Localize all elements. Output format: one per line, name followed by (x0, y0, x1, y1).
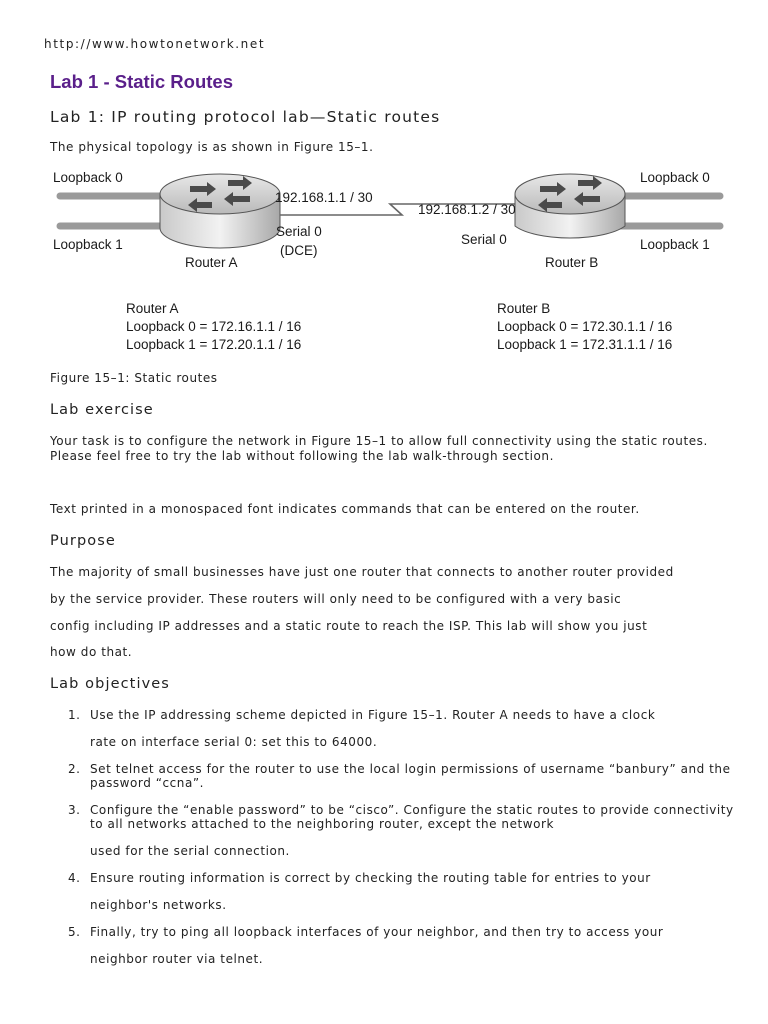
objective-1-number: 1. (68, 708, 81, 722)
serial-b-label: Serial 0 (461, 232, 507, 247)
loopback0-b-label: Loopback 0 (640, 170, 710, 185)
ip-b-label: 192.168.1.2 / 30 (418, 202, 516, 217)
purpose-heading: Purpose (50, 533, 116, 549)
router-a-info-loopback0: Loopback 0 = 172.16.1.1 / 16 (126, 319, 302, 334)
network-topology-diagram (40, 160, 740, 360)
loopback1-a-label: Loopback 1 (53, 237, 123, 252)
lab-exercise-line-2: Please feel free to try the lab without following the lab walk-through section. (50, 449, 554, 463)
router-b-info-loopback0: Loopback 0 = 172.30.1.1 / 16 (497, 319, 673, 334)
serial-a-label: Serial 0 (276, 224, 322, 239)
lab-exercise-line-1: Your task is to configure the network in Figure 15–1 to allow full connectivity using the static routes. (50, 434, 708, 448)
dce-label: (DCE) (280, 243, 318, 258)
router-b-label: Router B (545, 255, 599, 270)
purpose-line-1: The majority of small businesses have just one router that connects to another router provided (50, 565, 674, 579)
router-a-info-loopback1: Loopback 1 = 172.20.1.1 / 16 (126, 337, 302, 352)
purpose-line-2: by the service provider. These routers will only need to be configured with a very basic (50, 592, 622, 606)
page-title: Lab 1 - Static Routes (50, 71, 233, 92)
router-b-info-title: Router B (497, 301, 551, 316)
purpose-line-4: how do that. (50, 645, 133, 659)
header-url: http://www.howtonetwork.net (44, 37, 266, 51)
purpose-line-3: config including IP addresses and a static route to reach the ISP. This lab will show you just (50, 619, 648, 633)
lab-exercise-heading: Lab exercise (50, 402, 154, 418)
router-a-icon (160, 174, 280, 248)
ip-a-label: 192.168.1.1 / 30 (275, 190, 373, 205)
objective-2-line-1: Set telnet access for the router to use the local login permissions of username “banbury” and the (90, 762, 731, 776)
objective-3-line-2: to all networks attached to the neighboring router, except the network (90, 817, 554, 831)
objectives-heading: Lab objectives (50, 676, 170, 692)
loopback1-b-label: Loopback 1 (640, 237, 710, 252)
objective-3-line-3: used for the serial connection. (90, 844, 290, 858)
loopback0-a-label: Loopback 0 (53, 170, 123, 185)
objective-2-number: 2. (68, 762, 81, 776)
objective-4-line-2: neighbor's networks. (90, 898, 227, 912)
router-a-info-title: Router A (126, 301, 179, 316)
objective-4-number: 4. (68, 871, 81, 885)
intro-text: The physical topology is as shown in Figure 15–1. (50, 140, 374, 154)
objective-2-line-2: password “ccna”. (90, 776, 204, 790)
router-b-icon (515, 174, 625, 238)
objective-5-line-2: neighbor router via telnet. (90, 952, 264, 966)
figure-caption: Figure 15–1: Static routes (50, 371, 218, 385)
objective-1-line-1: Use the IP addressing scheme depicted in Figure 15–1. Router A needs to have a clock (90, 708, 656, 722)
objective-5-number: 5. (68, 925, 81, 939)
lab-exercise-monospace-note: Text printed in a monospaced font indicates commands that can be entered on the router. (50, 502, 640, 516)
router-a-label: Router A (185, 255, 238, 270)
objective-4-line-1: Ensure routing information is correct by checking the routing table for entries to your (90, 871, 651, 885)
objective-5-line-1: Finally, try to ping all loopback interfaces of your neighbor, and then try to access your (90, 925, 664, 939)
objective-3-line-1: Configure the “enable password” to be “cisco”. Configure the static routes to provide connectivity (90, 803, 734, 817)
page-subtitle: Lab 1: IP routing protocol lab—Static routes (50, 108, 441, 126)
objective-3-number: 3. (68, 803, 81, 817)
objective-1-line-2: rate on interface serial 0: set this to 64000. (90, 735, 378, 749)
router-b-info-loopback1: Loopback 1 = 172.31.1.1 / 16 (497, 337, 673, 352)
